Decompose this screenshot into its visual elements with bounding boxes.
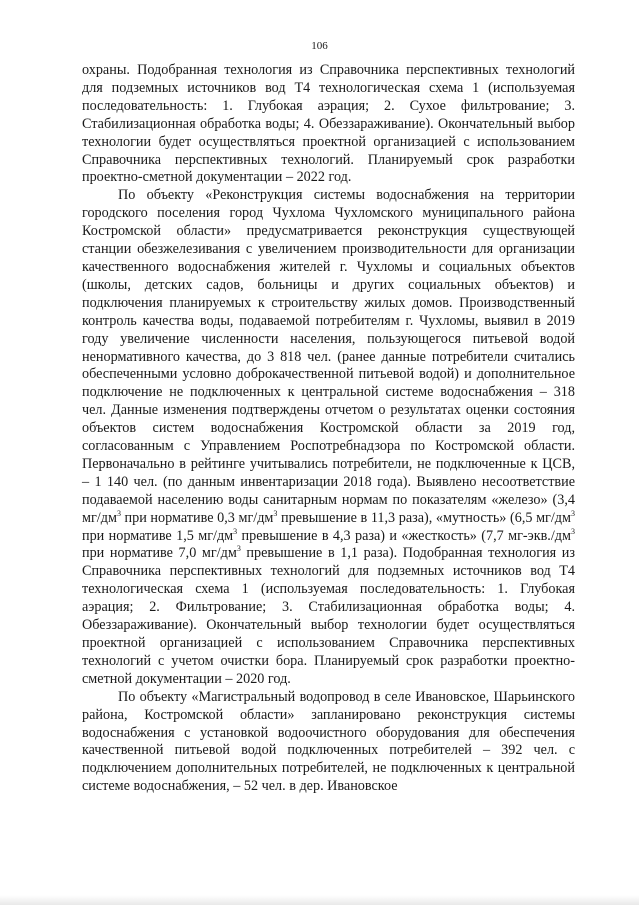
page-number: 106 xyxy=(311,40,328,52)
scan-shadow xyxy=(0,895,639,905)
paragraph-text: превышение в 1,1 раза). Подобранная технология из Справочника перспективных технологий для подземных источников вод Т4 технологическая схема 1 (используемая последовательность: 1. Глубокая аэрация; 2. Фильтрование; 3. Стабилизационная обработка воды; 4. Обеззараживание). Окончательный выбор технологии будет осуществляться проектной организацией с использованием Справочника перспективных технологий с учетом очистки бора. Планируемый срок разработки проектно-сметной документации – 2020 год. xyxy=(82,545,575,687)
superscript: 3 xyxy=(233,526,238,536)
superscript: 3 xyxy=(236,544,241,554)
paragraph-text: превышение в 11,3 раза), «мутность» (6,5 мг/дм xyxy=(277,509,572,526)
body-text xyxy=(82,62,575,796)
paragraph-text: превышение в 4,3 раза) и «жесткость» (7,7 мг-экв./дм xyxy=(237,527,571,544)
superscript: 3 xyxy=(571,508,576,518)
paragraph-ivanovskoe-water-main: По объекту «Магистральный водопровод в селе Ивановское, Шарьинского района, Костромской области» запланировано реконструкция системы водоснабжения с установкой водоочистного оборудования для обеспечения качественной питьевой водой подключенных потребителей – 392 чел. с подключением дополнительных потребителей, не подключенных к центральной системе водоснабжения, – 52 чел. в дер. Ивановское xyxy=(82,688,575,795)
superscript: 3 xyxy=(273,508,278,518)
paragraph-text: при нормативе 7,0 мг/дм xyxy=(82,545,237,562)
paragraph-text: при нормативе 1,5 мг/дм xyxy=(82,527,234,544)
paragraph-chukhloma-reconstruction xyxy=(82,187,575,688)
paragraph-text: при нормативе 0,3 мг/дм xyxy=(120,509,274,526)
paragraph-water-treatment-technology: охраны. Подобранная технология из Справочника перспективных технологий для подземных источников вод Т4 технологическая схема 1 (используемая последовательность: 1. Глубокая аэрация; 2. Сухое фильтрование; 3. Стабилизационная обработка воды; 4. Обеззараживание). Окончательный выбор технологии будет осуществляться проектной организацией с использованием Справочника перспективных технологий. Планируемый срок разработки проектно-сметной документации – 2022 год. xyxy=(82,62,575,186)
superscript: 3 xyxy=(571,526,575,536)
superscript: 3 xyxy=(116,508,121,518)
paragraph-text: По объекту «Реконструкция системы водоснабжения на территории городского поселения город Чухлома Чухломского муниципального района Костромской области» предусматривается реконструкция существующей станции обезжелезивания с увеличением производительности для организации качественного водоснабжения жителей г. Чухломы и социальных объектов (школы, детских садов, больницы и других социальных объектов) и подключения планируемых к строительству жилых домов. Производственный контроль качества воды, подаваемой потребителям г. Чухломы, выявил в 2019 году увеличение численности населения, пользующегося питьевой водой ненормативного качества, до 3 818 чел. (ранее данные потребители считались обеспеченными условно доброкачественной питьевой водой) и дополнительное подключение не подключенных к центральной системе водоснабжения – 318 чел. Данные изменения подтверждены отчетом о результатах оценки состояния объектов систем водоснабжения Костромской области за 2019 год, согласованным с Управлением Роспотребнадзора по Костромской области. Первоначально в рейтинге учитывались потребители, не подключенные к ЦСВ, – 1 140 чел. (по данным инвентаризации 2018 года). Выявлено несоответствие подаваемой населению воды санитарным нормам по показателям «железо» (3,4 мг/дм xyxy=(82,187,575,526)
